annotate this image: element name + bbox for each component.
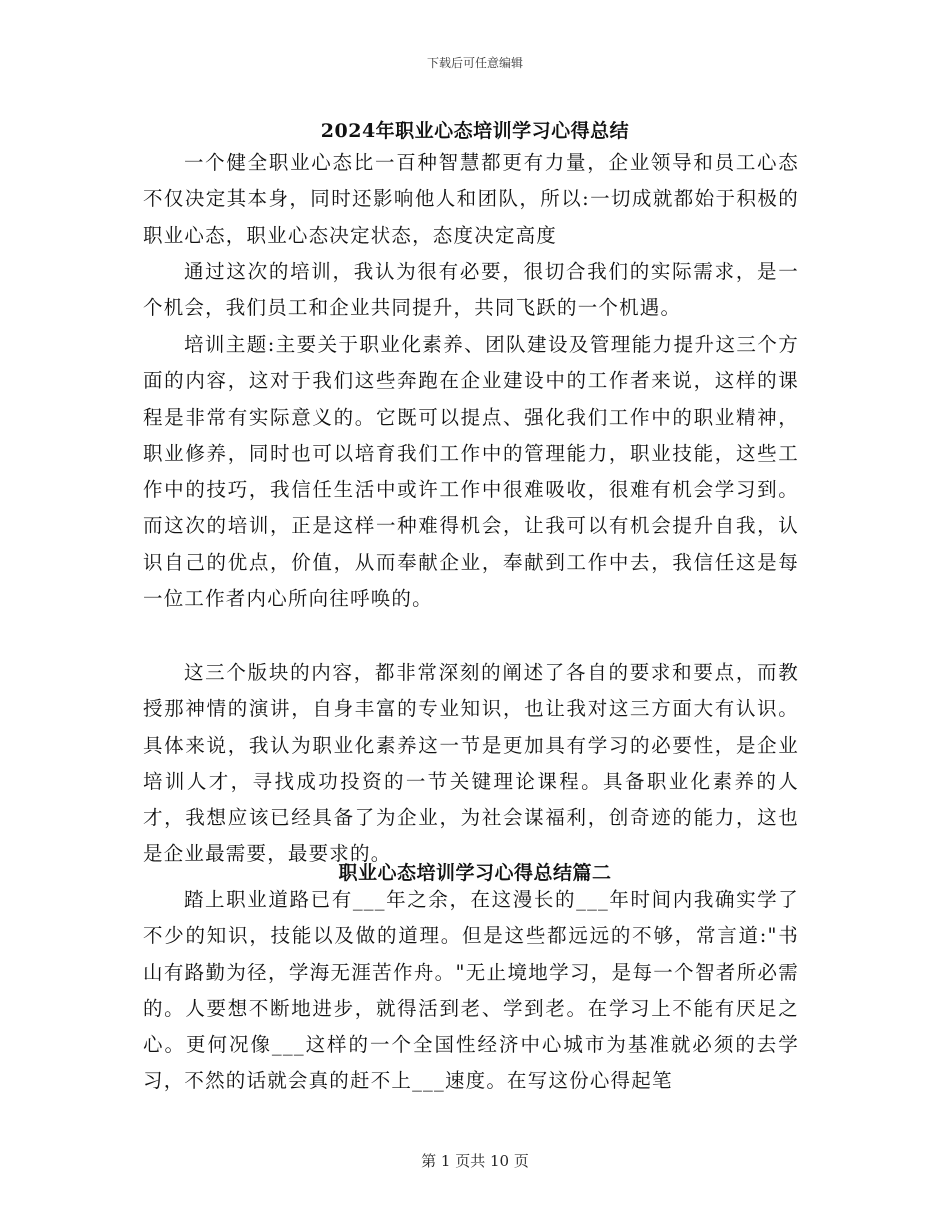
paragraph-three-sections: 这三个版块的内容，都非常深刻的阐述了各自的要求和要点，而教授那神情的演讲，自身丰富的专业知识，也让我对这三方面大有认识。具体来说，我认为职业化素养这一节是更加具有学习的必要性，是企业培训人才，寻找成功投资的一节关键理论课程。具备职业化素养的人才，我想应该已经具备了为企业，为社会谋福利，创奇迹的能力，这也是企业最需要，最要求的。 [143,661,799,866]
paragraph-intro: 一个健全职业心态比一百种智慧都更有力量，企业领导和员工心态不仅决定其本身，同时还影响他人和团队，所以:一切成就都始于积极的职业心态，职业心态决定状态，态度决定高度 [143,151,799,247]
paragraph-training-topic: 培训主题:主要关于职业化素养、团队建设及管理能力提升这三个方面的内容，这对于我们这些奔跑在企业建设中的工作者来说，这样的课程是非常有实际意义的。它既可以提点、强化我们工作中的职业精神，职业修养，同时也可以培育我们工作中的管理能力，职业技能，这些工作中的技巧，我信任生活中或许工作中很难吸收，很难有机会学习到。而这次的培训，正是这样一种难得机会，让我可以有机会提升自我，认识自己的优点，价值，从而奉献企业，奉献到工作中去，我信任这是每一位工作者内心所向往呼唤的。 [143,333,799,611]
paragraph-part-two: 踏上职业道路已有___年之余，在这漫长的___年时间内我确实学了不少的知识，技能以及做的道理。但是这些都远远的不够，常言道:"书山有路勤为径，学海无涯苦作舟。"无止境地学习，是每一个智者所必需的。人要想不断地进步，就得活到老、学到老。在学习上不能有厌足之心。更何况像___这样的一个全国性经济中心城市为基准就必须的去学习，不然的话就会真的赶不上___速度。在写这份心得起笔 [143,888,799,1093]
document-title: 2024年职业心态培训学习心得总结 [320,120,630,142]
section-title-part-two: 职业心态培训学习心得总结篇二 [338,862,612,884]
header-note: 下载后可任意编辑 [426,56,523,70]
paragraph-training-need: 通过这次的培训，我认为很有必要，很切合我们的实际需求，是一个机会，我们员工和企业共同提升，共同飞跃的一个机遇。 [143,260,799,320]
page-number: 第 1 页共 10 页 [421,1152,529,1170]
